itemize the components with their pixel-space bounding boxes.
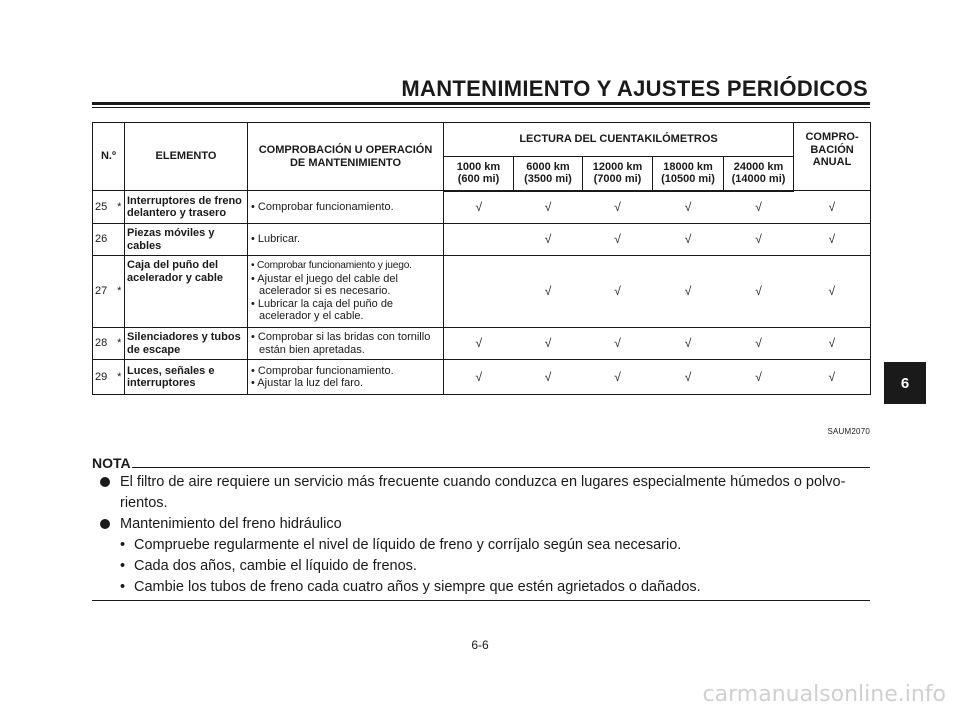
check-mark xyxy=(444,224,514,256)
check-mark: √ xyxy=(653,360,724,395)
check-mark: √ xyxy=(444,360,514,395)
title-rule xyxy=(92,102,870,105)
row-element: Interruptores de freno delantero y trasero xyxy=(125,191,248,224)
row-number: 29 xyxy=(93,360,115,395)
row-number: 27 xyxy=(93,256,115,328)
check-mark: √ xyxy=(653,224,724,256)
check-mark: √ xyxy=(514,360,583,395)
check-mark: √ xyxy=(724,256,794,328)
note-item: Mantenimiento del freno hidráulico xyxy=(100,514,870,535)
check-mark: √ xyxy=(444,328,514,360)
header-interval: 1000 km (600 mi) xyxy=(444,157,514,191)
section-tab: 6 xyxy=(884,362,926,404)
check-mark xyxy=(444,256,514,328)
check-mark: √ xyxy=(583,328,653,360)
row-star: * xyxy=(115,256,125,328)
header-num: N.º xyxy=(93,123,125,191)
note-sub-item: • Cada dos años, cambie el líquido de frenos. xyxy=(120,558,417,574)
row-star: * xyxy=(115,328,125,360)
header-interval: 18000 km (10500 mi) xyxy=(653,157,724,191)
note-item: El filtro de aire requiere un servicio más frecuente cuando conduzca en lugares especialmente húmedos o polvo-rientos. xyxy=(100,472,870,514)
check-mark: √ xyxy=(583,191,653,224)
table-row xyxy=(93,191,871,224)
bullet-icon xyxy=(100,519,110,529)
row-operations: • Lubricar. xyxy=(248,224,444,256)
title-rule-thin xyxy=(92,107,870,108)
check-mark: √ xyxy=(794,328,871,360)
row-operations: • Comprobar funcionamiento. xyxy=(248,191,444,224)
check-mark: √ xyxy=(583,224,653,256)
row-operations: • Comprobar si las bridas con tornillo están bien apretadas. xyxy=(248,328,444,360)
check-mark: √ xyxy=(583,256,653,328)
check-mark: √ xyxy=(514,328,583,360)
check-mark: √ xyxy=(653,256,724,328)
header-operation: COMPROBACIÓN U OPERACIÓN DE MANTENIMIENTO xyxy=(248,123,444,191)
note-sub-item: • Compruebe regularmente el nivel de líquido de freno y corríjalo según sea necesario. xyxy=(120,537,682,553)
row-star: * xyxy=(115,360,125,395)
row-number: 25 xyxy=(93,191,115,224)
note-sub-item: • Cambie los tubos de freno cada cuatro años y siempre que estén agrietados o dañados. xyxy=(120,579,701,595)
check-mark: √ xyxy=(724,360,794,395)
check-mark: √ xyxy=(794,191,871,224)
note-rule-bottom xyxy=(92,600,870,601)
bullet-icon xyxy=(100,477,110,487)
row-number: 28 xyxy=(93,328,115,360)
header-interval: 24000 km (14000 mi) xyxy=(724,157,794,191)
check-mark: √ xyxy=(514,256,583,328)
table-row xyxy=(93,360,871,395)
page-title: MANTENIMIENTO Y AJUSTES PERIÓDICOS xyxy=(401,76,868,101)
check-mark: √ xyxy=(653,191,724,224)
maintenance-table xyxy=(92,122,871,395)
check-mark: √ xyxy=(724,224,794,256)
row-star: * xyxy=(115,191,125,224)
check-mark: √ xyxy=(724,328,794,360)
check-mark: √ xyxy=(514,191,583,224)
row-element: Piezas móviles y cables xyxy=(125,224,248,256)
note-heading: NOTA xyxy=(92,455,131,471)
check-mark: √ xyxy=(653,328,724,360)
table-row xyxy=(93,256,871,328)
table-row xyxy=(93,224,871,256)
header-interval: 6000 km (3500 mi) xyxy=(514,157,583,191)
watermark: carmanualsonline.info xyxy=(702,682,946,707)
header-interval: 12000 km (7000 mi) xyxy=(583,157,653,191)
note-rule xyxy=(132,467,870,468)
row-star xyxy=(115,224,125,256)
check-mark: √ xyxy=(444,191,514,224)
check-mark: √ xyxy=(583,360,653,395)
table-row xyxy=(93,328,871,360)
row-operations: • Comprobar funcionamiento. • Ajustar la luz del faro. xyxy=(248,360,444,395)
page-number: 6-6 xyxy=(471,638,489,652)
check-mark: √ xyxy=(724,191,794,224)
reference-code: SAUM2070 xyxy=(827,427,870,436)
row-number: 26 xyxy=(93,224,115,256)
check-mark: √ xyxy=(794,256,871,328)
check-mark: √ xyxy=(794,360,871,395)
check-mark: √ xyxy=(794,224,871,256)
header-odometer: LECTURA DEL CUENTAKILÓMETROS xyxy=(444,123,794,157)
check-mark: √ xyxy=(514,224,583,256)
row-element: Caja del puño del acelerador y cable xyxy=(125,256,248,328)
row-element: Silenciadores y tubos de escape xyxy=(125,328,248,360)
row-element: Luces, señales e interruptores xyxy=(125,360,248,395)
row-operations: • Comprobar funcionamiento y juego. • Ajustar el juego del cable del acelerador si es necesario. • Lubricar la caja del puño de acelerador y el cable. xyxy=(248,256,444,328)
header-element: ELEMENTO xyxy=(125,123,248,191)
header-annual: COMPRO-BACIÓN ANUAL xyxy=(794,123,871,191)
